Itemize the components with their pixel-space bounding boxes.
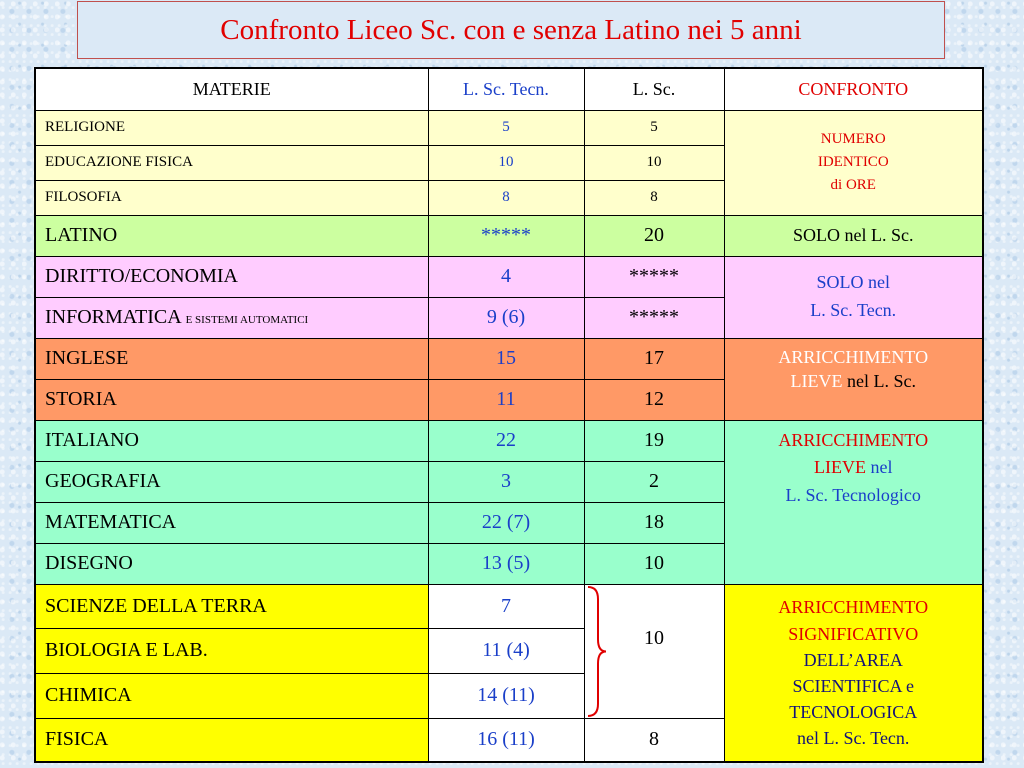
science-group-sc xyxy=(584,584,724,718)
tecn-hours: 22 xyxy=(428,420,584,461)
page-title xyxy=(77,1,945,59)
tecn-hours: 22 (7) xyxy=(428,502,584,543)
tecn-hours: 4 xyxy=(428,256,584,297)
header-sc: L. Sc. xyxy=(584,68,724,110)
sc-hours: 8 xyxy=(584,180,724,215)
confronto-lieve-tecn-nel: nel xyxy=(870,457,893,478)
subject-matematica: MATEMATICA xyxy=(35,502,428,543)
sc-hours: ***** xyxy=(584,297,724,338)
tecn-hours: 16 (11) xyxy=(428,718,584,762)
tecn-hours: 11 xyxy=(428,379,584,420)
tecn-hours: 13 (5) xyxy=(428,543,584,584)
subject-informatica-main: INFORMATICA xyxy=(45,306,181,328)
tecn-hours: 14 (11) xyxy=(428,673,584,718)
subject-disegno: DISEGNO xyxy=(35,543,428,584)
confronto-identico-line1: NUMERO xyxy=(820,130,886,147)
confronto-solo-tecn xyxy=(724,256,983,338)
sc-hours: 5 xyxy=(584,110,724,145)
tecn-hours: 3 xyxy=(428,461,584,502)
sc-hours: 20 xyxy=(584,215,724,256)
table-row xyxy=(35,584,983,628)
header-row xyxy=(35,68,983,110)
tecn-hours: 11 (4) xyxy=(428,628,584,673)
confronto-lieve-sc-target: nel L. Sc. xyxy=(846,370,916,391)
sc-hours: ***** xyxy=(584,256,724,297)
sc-hours: 17 xyxy=(584,338,724,379)
subject-informatica-suffix: E SISTEMI AUTOMATICI xyxy=(185,314,309,326)
confronto-lieve-tecn xyxy=(724,420,983,584)
tecn-hours: 10 xyxy=(428,145,584,180)
confronto-solo-tecn-line1: SOLO nel xyxy=(816,272,890,293)
confronto-lieve-tecn-line1: ARRICCHIMENTO xyxy=(778,429,929,450)
table-row xyxy=(35,110,983,145)
science-group-sc-value: 10 xyxy=(644,626,664,649)
subject-informatica xyxy=(35,297,428,338)
tecn-hours: 5 xyxy=(428,110,584,145)
sc-hours: 10 xyxy=(584,543,724,584)
tecn-hours: ***** xyxy=(428,215,584,256)
confronto-signif-line6: nel L. Sc. Tecn. xyxy=(797,727,910,748)
confronto-significativo xyxy=(724,584,983,762)
subject-scienze-della-terra: SCIENZE DELLA TERRA xyxy=(35,584,428,628)
sc-hours: 2 xyxy=(584,461,724,502)
confronto-signif-line4: SCIENTIFICA e xyxy=(792,675,914,696)
header-materie: MATERIE xyxy=(35,68,428,110)
subject-italiano: ITALIANO xyxy=(35,420,428,461)
confronto-identico xyxy=(724,110,983,215)
tecn-hours: 9 (6) xyxy=(428,297,584,338)
header-tecn: L. Sc. Tecn. xyxy=(428,68,584,110)
sc-hours: 8 xyxy=(584,718,724,762)
confronto-identico-line3: di ORE xyxy=(830,177,876,194)
confronto-signif-line5: TECNOLOGICA xyxy=(789,701,918,722)
table-row xyxy=(35,215,983,256)
table-row xyxy=(35,256,983,297)
subject-educazione-fisica: EDUCAZIONE FISICA xyxy=(35,145,428,180)
table-row xyxy=(35,338,983,379)
subject-inglese: INGLESE xyxy=(35,338,428,379)
confronto-lieve-sc-line1: ARRICCHIMENTO xyxy=(778,346,929,367)
confronto-identico-line2: IDENTICO xyxy=(817,153,889,170)
subject-religione: RELIGIONE xyxy=(35,110,428,145)
right-brace-icon xyxy=(585,585,607,718)
subject-chimica: CHIMICA xyxy=(35,673,428,718)
confronto-signif-line1: ARRICCHIMENTO xyxy=(778,597,929,618)
subjects-table xyxy=(34,67,984,763)
confronto-signif-line2: SIGNIFICATIVO xyxy=(788,623,919,644)
confronto-solo-tecn-line2: L. Sc. Tecn. xyxy=(810,300,897,320)
page-title-text: Confronto Liceo Sc. con e senza Latino nei 5 anni xyxy=(220,13,802,46)
confronto-lieve-tecn-word: LIEVE xyxy=(814,457,866,478)
subject-storia: STORIA xyxy=(35,379,428,420)
subject-geografia: GEOGRAFIA xyxy=(35,461,428,502)
table-row xyxy=(35,420,983,461)
tecn-hours: 8 xyxy=(428,180,584,215)
subject-latino: LATINO xyxy=(35,215,428,256)
sc-hours: 18 xyxy=(584,502,724,543)
confronto-latino: SOLO nel L. Sc. xyxy=(724,215,983,256)
confronto-lieve-sc-word: LIEVE xyxy=(790,370,843,391)
sc-hours: 10 xyxy=(584,145,724,180)
confronto-signif-line3: DELL’AREA xyxy=(803,649,903,670)
subject-diritto-economia: DIRITTO/ECONOMIA xyxy=(35,256,428,297)
subject-fisica: FISICA xyxy=(35,718,428,762)
sc-hours: 19 xyxy=(584,420,724,461)
header-confronto: CONFRONTO xyxy=(724,68,983,110)
tecn-hours: 15 xyxy=(428,338,584,379)
sc-hours: 12 xyxy=(584,379,724,420)
tecn-hours: 7 xyxy=(428,584,584,628)
confronto-lieve-tecn-target: L. Sc. Tecnologico xyxy=(785,485,921,506)
subject-filosofia: FILOSOFIA xyxy=(35,180,428,215)
subject-biologia: BIOLOGIA E LAB. xyxy=(35,628,428,673)
confronto-lieve-sc xyxy=(724,338,983,420)
